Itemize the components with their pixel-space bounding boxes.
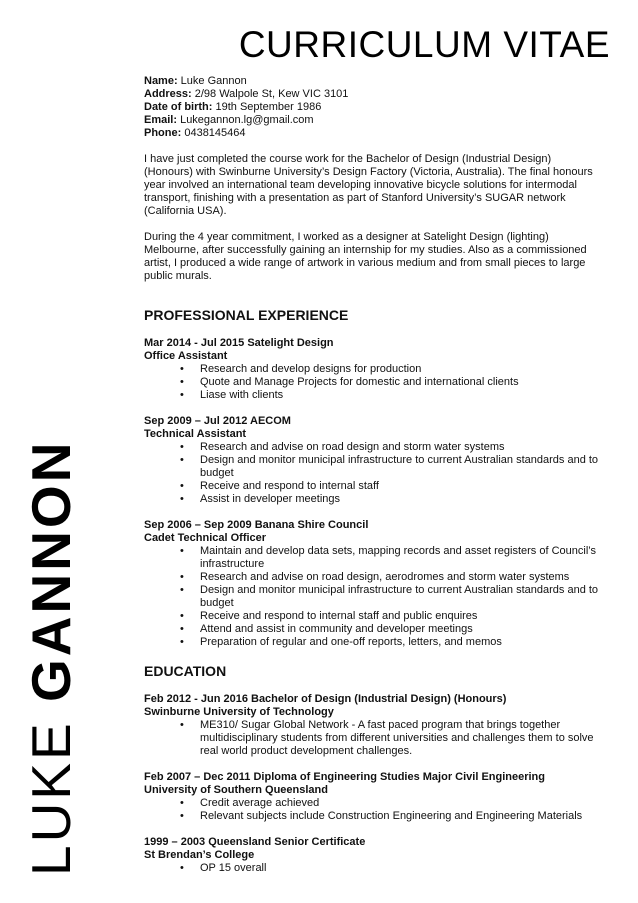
education-entry-period: 1999 – 2003 Queensland Senior Certificate [144,836,366,848]
bullet-text: OP 15 overall [200,862,267,874]
section-heading-experience: PROFESSIONAL EXPERIENCE [144,307,349,323]
bullet-dot: • [180,493,184,505]
intro-paragraph: I have just completed the course work for the Bachelor of Design (Industrial Design) (Honours) with Swinburne University’s Design Factory (Victoria, Australia). The final honours year involved an international team developing innovative bicycle solutions for intermodal transport, finishing with a presentation as part of Stanford University’s SUGAR network (California USA). [144,153,593,217]
info-label: Phone: [144,127,182,139]
job-entry-bullets [144,545,599,649]
bullet-dot: • [180,376,184,388]
education-entry-title: Swinburne University of Technology [144,706,334,718]
info-value: 0438145464 [181,127,246,139]
bullet-text: Research and develop designs for production [200,363,422,375]
bullet-text: Assist in developer meetings [200,493,341,505]
intro-paragraph: During the 4 year commitment, I worked as a designer at Satelight Design (lighting) Melbourne, after successfully gaining an internship for my studies. Also as a commissioned artist, I produced a wide range of artwork in various medium and from small pieces to large public murals. [144,231,587,282]
job-entry [144,415,599,519]
bullet-text: Research and advise on road design, aerodromes and storm water systems [200,571,570,583]
education-entry-bullets [144,797,599,823]
personal-details [144,75,599,140]
info-label: Email: [144,114,178,126]
bullet-text: Relevant subjects include Construction Engineering and Engineering Materials [200,810,583,822]
bullet-item [144,441,599,454]
education-entry-bullets [144,862,599,875]
info-value: 19th September 1986 [212,101,322,113]
job-entry-title: Cadet Technical Officer [144,532,267,544]
education-entry [144,771,599,836]
bullet-text: ME310/ Sugar Global Network - A fast paced program that brings together multidisciplinary students from different universities and challenges them to solve real world product development challenges. [200,719,594,757]
bullet-item [144,571,599,584]
bullet-text: Preparation of regular and one-off reports, letters, and memos [200,636,502,648]
education-entry-period: Feb 2012 - Jun 2016 Bachelor of Design (Industrial Design) (Honours) [144,693,507,705]
bullet-dot: • [180,797,184,809]
info-name [144,75,599,88]
bullet-item [144,610,599,623]
info-value: Lukegannon.lg@gmail.com [177,114,314,126]
bullet-dot: • [180,610,184,622]
bullet-item [144,623,599,636]
education-entry-bullets [144,719,599,758]
bullet-text: Credit average achieved [200,797,320,809]
info-phone [144,127,599,140]
job-entry-title: Technical Assistant [144,428,247,440]
bullet-item [144,797,599,810]
bullet-item [144,480,599,493]
side-name [20,439,82,876]
job-entry [144,337,599,415]
bullet-dot: • [180,389,184,401]
info-email [144,114,599,127]
bullet-item [144,454,599,480]
bullet-dot: • [180,584,184,596]
education-entry-title: St Brendan’s College [144,849,255,861]
bullet-item [144,389,599,402]
education-entry-period: Feb 2007 – Dec 2011 Diploma of Engineering Studies Major Civil Engineering [144,771,546,783]
bullet-item [144,363,599,376]
bullet-text: Design and monitor municipal infrastructure to current Australian standards and to budget [200,584,599,609]
info-label: Address: [144,88,192,100]
side-name-last: GANNON [20,439,82,703]
info-value: Luke Gannon [177,75,247,87]
bullet-text: Quote and Manage Projects for domestic and international clients [200,376,519,388]
bullet-item [144,862,599,875]
bullet-item [144,719,599,758]
education-list [144,693,599,875]
bullet-dot: • [180,454,184,466]
bullet-item [144,376,599,389]
education-entry [144,836,599,875]
bullet-item [144,584,599,610]
bullet-dot: • [180,719,184,731]
side-name-first: LUKE [20,720,82,876]
bullet-dot: • [180,441,184,453]
bullet-dot: • [180,810,184,822]
job-entry-bullets [144,363,599,402]
bullet-item [144,545,599,571]
job-entry-period: Sep 2009 – Jul 2012 AECOM [144,415,291,427]
bullet-text: Maintain and develop data sets, mapping records and asset registers of Council’s infrastructure [200,545,597,570]
info-label: Date of birth: [144,101,213,113]
bullet-text: Receive and respond to internal staff [200,480,379,492]
bullet-text: Research and advise on road design and storm water systems [200,441,505,453]
info-dob [144,101,599,114]
bullet-dot: • [180,623,184,635]
bullet-dot: • [180,862,184,874]
section-heading-education: EDUCATION [144,663,227,679]
bullet-text: Design and monitor municipal infrastructure to current Australian standards and to budget [200,454,599,479]
job-entry-period: Mar 2014 - Jul 2015 Satelight Design [144,337,334,349]
bullet-dot: • [180,636,184,648]
job-entry-period: Sep 2006 – Sep 2009 Banana Shire Council [144,519,369,531]
bullet-item [144,493,599,506]
bullet-item [144,636,599,649]
resume-body [144,75,599,875]
job-entry-title: Office Assistant [144,350,228,362]
bullet-item [144,810,599,823]
info-value: 2/98 Walpole St, Kew VIC 3101 [191,88,349,100]
education-entry [144,693,599,771]
bullet-text: Receive and respond to internal staff and public enquires [200,610,478,622]
info-label: Name: [144,75,178,87]
document-title: CURRICULUM VITAE [238,24,610,65]
bullet-dot: • [180,363,184,375]
education-entry-title: University of Southern Queensland [144,784,328,796]
bullet-text: Attend and assist in community and developer meetings [200,623,473,635]
bullet-text: Liase with clients [200,389,284,401]
info-address [144,88,599,101]
job-entry [144,519,599,649]
bullet-dot: • [180,545,184,557]
bullet-dot: • [180,571,184,583]
job-entry-bullets [144,441,599,506]
bullet-dot: • [180,480,184,492]
experience-list [144,337,599,649]
